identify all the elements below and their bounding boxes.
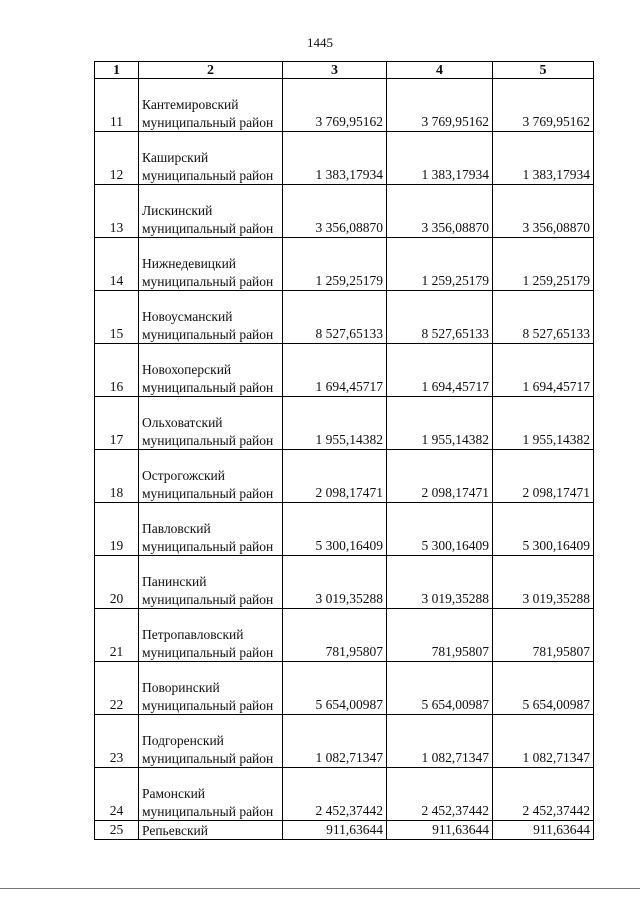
header-col-1: 1 — [95, 62, 139, 79]
table-row — [95, 609, 594, 662]
district-name: Подгоренский муниципальный район — [139, 715, 283, 768]
district-name: Нижнедевицкий муниципальный район — [139, 238, 283, 291]
value-col-5: 3 356,08870 — [493, 185, 594, 238]
value-col-5: 781,95807 — [493, 609, 594, 662]
header-col-3: 3 — [283, 62, 387, 79]
value-col-5: 5 654,00987 — [493, 662, 594, 715]
table-row — [95, 132, 594, 185]
value-col-5: 8 527,65133 — [493, 291, 594, 344]
value-col-3: 1 082,71347 — [283, 715, 387, 768]
table-row — [95, 662, 594, 715]
row-number: 11 — [95, 79, 139, 132]
district-name: Каширский муниципальный район — [139, 132, 283, 185]
row-number: 20 — [95, 556, 139, 609]
value-col-3: 1 694,45717 — [283, 344, 387, 397]
district-name: Лискинский муниципальный район — [139, 185, 283, 238]
header-col-4: 4 — [387, 62, 493, 79]
table-row — [95, 556, 594, 609]
header-col-5: 5 — [493, 62, 594, 79]
row-number: 14 — [95, 238, 139, 291]
value-col-4: 2 098,17471 — [387, 450, 493, 503]
row-number: 16 — [95, 344, 139, 397]
value-col-3: 2 452,37442 — [283, 768, 387, 821]
district-name: Репьевский — [139, 821, 283, 840]
value-col-4: 5 654,00987 — [387, 662, 493, 715]
budget-table — [94, 61, 594, 840]
value-col-3: 5 300,16409 — [283, 503, 387, 556]
table-row — [95, 450, 594, 503]
table-row — [95, 821, 594, 840]
row-number: 19 — [95, 503, 139, 556]
header-col-2: 2 — [139, 62, 283, 79]
value-col-5: 5 300,16409 — [493, 503, 594, 556]
district-name: Петропавловский муниципальный район — [139, 609, 283, 662]
row-number: 21 — [95, 609, 139, 662]
table-row — [95, 768, 594, 821]
row-number: 18 — [95, 450, 139, 503]
page-number: 1445 — [307, 35, 333, 50]
value-col-5: 3 019,35288 — [493, 556, 594, 609]
value-col-3: 5 654,00987 — [283, 662, 387, 715]
row-number: 25 — [95, 821, 139, 840]
value-col-4: 1 383,17934 — [387, 132, 493, 185]
value-col-5: 2 098,17471 — [493, 450, 594, 503]
table-row — [95, 397, 594, 450]
value-col-5: 1 383,17934 — [493, 132, 594, 185]
value-col-5: 2 452,37442 — [493, 768, 594, 821]
table-row — [95, 715, 594, 768]
district-name: Новохоперский муниципальный район — [139, 344, 283, 397]
value-col-3: 3 769,95162 — [283, 79, 387, 132]
value-col-5: 3 769,95162 — [493, 79, 594, 132]
value-col-4: 8 527,65133 — [387, 291, 493, 344]
value-col-4: 1 694,45717 — [387, 344, 493, 397]
district-name: Панинский муниципальный район — [139, 556, 283, 609]
table-row — [95, 185, 594, 238]
district-name: Новоусманский муниципальный район — [139, 291, 283, 344]
value-col-5: 1 694,45717 — [493, 344, 594, 397]
table-row — [95, 291, 594, 344]
value-col-5: 1 955,14382 — [493, 397, 594, 450]
value-col-4: 2 452,37442 — [387, 768, 493, 821]
value-col-4: 1 259,25179 — [387, 238, 493, 291]
row-number: 15 — [95, 291, 139, 344]
row-number: 24 — [95, 768, 139, 821]
value-col-4: 3 019,35288 — [387, 556, 493, 609]
row-number: 17 — [95, 397, 139, 450]
value-col-4: 1 955,14382 — [387, 397, 493, 450]
value-col-3: 781,95807 — [283, 609, 387, 662]
district-name: Павловский муниципальный район — [139, 503, 283, 556]
district-name: Ольховатский муниципальный район — [139, 397, 283, 450]
value-col-5: 1 259,25179 — [493, 238, 594, 291]
table-row — [95, 238, 594, 291]
value-col-4: 3 356,08870 — [387, 185, 493, 238]
value-col-3: 2 098,17471 — [283, 450, 387, 503]
value-col-3: 3 356,08870 — [283, 185, 387, 238]
value-col-5: 911,63644 — [493, 821, 594, 840]
value-col-4: 5 300,16409 — [387, 503, 493, 556]
value-col-4: 911,63644 — [387, 821, 493, 840]
page-bottom-rule — [0, 888, 640, 889]
value-col-4: 3 769,95162 — [387, 79, 493, 132]
value-col-4: 781,95807 — [387, 609, 493, 662]
value-col-3: 1 383,17934 — [283, 132, 387, 185]
value-col-3: 8 527,65133 — [283, 291, 387, 344]
district-name: Острогожский муниципальный район — [139, 450, 283, 503]
table-header-row — [95, 62, 594, 79]
value-col-3: 3 019,35288 — [283, 556, 387, 609]
district-name: Рамонский муниципальный район — [139, 768, 283, 821]
table-row — [95, 503, 594, 556]
row-number: 23 — [95, 715, 139, 768]
row-number: 12 — [95, 132, 139, 185]
value-col-4: 1 082,71347 — [387, 715, 493, 768]
row-number: 13 — [95, 185, 139, 238]
table-row — [95, 344, 594, 397]
district-name: Кантемировский муниципальный район — [139, 79, 283, 132]
district-name: Поворинский муниципальный район — [139, 662, 283, 715]
row-number: 22 — [95, 662, 139, 715]
table-row — [95, 79, 594, 132]
value-col-3: 1 955,14382 — [283, 397, 387, 450]
value-col-3: 911,63644 — [283, 821, 387, 840]
value-col-3: 1 259,25179 — [283, 238, 387, 291]
value-col-5: 1 082,71347 — [493, 715, 594, 768]
